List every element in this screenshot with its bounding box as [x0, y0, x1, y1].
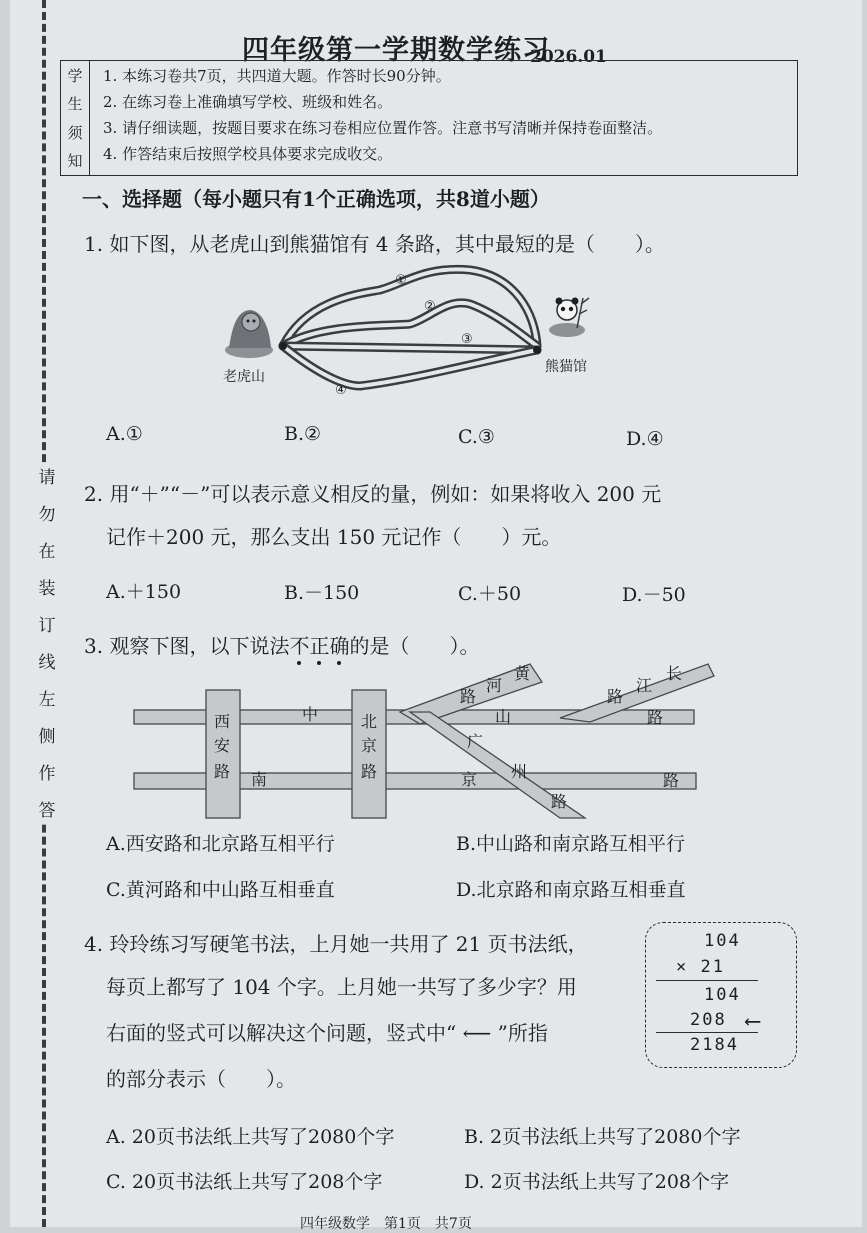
notice-line: 4. 作答结束后按照学校具体要求完成收交。	[103, 145, 393, 163]
side-note-char: 勿	[38, 505, 56, 525]
route-mark: ②	[424, 299, 436, 314]
map-label: 路	[460, 687, 477, 706]
map-label: 京	[461, 770, 478, 789]
q4-stem-line: 的部分表示（ ）。	[106, 1067, 296, 1091]
option-a[interactable]: A.①	[106, 423, 143, 445]
map-label: 山	[495, 707, 512, 726]
notice-line: 1. 本练习卷共7页，共四道大题。作答时长90分钟。	[103, 67, 451, 85]
q3-emphasis-char: 确	[329, 630, 349, 659]
map-label: 南	[251, 770, 268, 789]
map-label: 州	[511, 762, 528, 781]
side-note-char: 左	[38, 690, 56, 710]
map-label: 路	[214, 762, 231, 781]
map-label: 路	[647, 708, 664, 727]
map-label: 路	[551, 792, 568, 811]
side-note-char: 在	[38, 542, 56, 562]
student-notice-box	[60, 60, 798, 176]
option-d[interactable]: D. 2页书法纸上共写了208个字	[464, 1171, 729, 1193]
map-label: 黄	[514, 664, 531, 683]
option-d[interactable]: D.北京路和南京路互相垂直	[456, 879, 686, 901]
notice-label	[61, 61, 90, 175]
calc-line	[656, 980, 758, 981]
map-label: 京	[361, 736, 378, 755]
option-c[interactable]: C. 20页书法纸上共写了208个字	[106, 1171, 383, 1193]
map-label: 路	[361, 762, 378, 781]
binding-warning	[36, 466, 58, 823]
final-product: 2184	[690, 1035, 739, 1055]
map-label: 长	[666, 664, 683, 683]
map-label: 路	[663, 771, 680, 790]
section-title: 一、选择题（每小题只有1个正确选项，共8道小题）	[82, 187, 550, 211]
end-label: 熊猫馆	[545, 359, 587, 375]
map-label: 路	[607, 687, 624, 706]
route-mark: ①	[395, 273, 407, 288]
panda-icon	[549, 298, 589, 338]
partial-product-1: 104	[704, 985, 741, 1005]
q3-street-map	[130, 660, 715, 820]
side-note-char: 作	[38, 764, 56, 784]
side-note-char: 订	[38, 616, 56, 636]
notice-label-char: 学	[67, 66, 83, 85]
start-point	[279, 342, 287, 350]
notice-line: 3. 请仔细读题，按题目要求在练习卷相应位置作答。注意书写清晰并保持卷面整洁。	[103, 119, 663, 137]
q4-stem-line: 右面的竖式可以解决这个问题，竖式中“ ⟵ ”所指	[106, 1021, 548, 1045]
map-label: 江	[636, 676, 653, 695]
map-label: 河	[486, 676, 503, 695]
q2-stem-line1: 2. 用“＋”“－”可以表示意义相反的量，例如：如果将收入 200 元	[84, 482, 662, 506]
side-note-char: 线	[38, 653, 56, 673]
option-b[interactable]: B.②	[284, 423, 322, 445]
calc-line	[656, 1032, 758, 1033]
route-mark: ④	[335, 383, 347, 398]
option-c[interactable]: C.＋50	[458, 583, 522, 605]
q3-stem-before: 3. 观察下图，以下说法	[84, 634, 290, 658]
page-footer: 四年级数学 第1页 共7页	[300, 1216, 472, 1232]
notice-lines	[103, 63, 662, 167]
notice-label-char: 知	[67, 152, 83, 171]
side-note-char: 侧	[38, 727, 56, 747]
map-label: 北	[361, 712, 378, 731]
tiger-mountain-icon	[225, 310, 273, 358]
route-mark: ③	[461, 332, 473, 347]
arrow-icon: ⟵	[746, 1009, 760, 1034]
q3-emphasis-char: 正	[309, 630, 329, 659]
partial-product-2: 208	[690, 1010, 727, 1030]
option-c[interactable]: C.黄河路和中山路互相垂直	[106, 879, 335, 901]
option-c[interactable]: C.③	[458, 426, 495, 448]
exam-date: 2026.01	[530, 47, 607, 67]
map-label: 广	[467, 732, 484, 751]
option-d[interactable]: D.－50	[622, 584, 686, 606]
q2-stem-line2: 记作＋200 元，那么支出 150 元记作（ ）元。	[106, 525, 562, 549]
map-label: 安	[214, 736, 231, 755]
option-a[interactable]: A. 20页书法纸上共写了2080个字	[106, 1126, 395, 1148]
option-b[interactable]: B.－150	[284, 582, 360, 604]
q3-stem-after: 的是（ ）。	[349, 634, 480, 658]
option-a[interactable]: A.＋150	[106, 581, 182, 603]
vertical-multiplication	[645, 922, 797, 1068]
map-label: 西	[214, 712, 231, 731]
map-label: 中	[302, 705, 319, 724]
option-a[interactable]: A.西安路和北京路互相平行	[106, 833, 335, 855]
side-note-char: 请	[38, 468, 56, 488]
option-b[interactable]: B.中山路和南京路互相平行	[456, 833, 686, 855]
q1-stem: 1. 如下图，从老虎山到熊猫馆有 4 条路，其中最短的是（ ）。	[84, 232, 665, 256]
notice-label-char: 生	[67, 95, 83, 114]
notice-line: 2. 在练习卷上准确填写学校、班级和姓名。	[103, 93, 393, 111]
side-note-char: 装	[38, 579, 56, 599]
option-d[interactable]: D.④	[626, 428, 664, 450]
q4-stem-line: 每页上都写了 104 个字。上月她一共写了多少字？用	[106, 975, 577, 999]
q4-stem-line: 4. 玲玲练习写硬笔书法，上月她一共用了 21 页书法纸，	[84, 932, 588, 956]
q1-route-figure	[215, 258, 615, 408]
multiplicand: 104	[704, 931, 741, 951]
q3-emphasis-char: 不	[289, 630, 309, 659]
notice-label-char: 须	[67, 123, 83, 142]
multiplier: × 21	[676, 957, 725, 977]
side-note-char: 答	[38, 801, 56, 821]
option-b[interactable]: B. 2页书法纸上共写了2080个字	[464, 1126, 741, 1148]
start-label: 老虎山	[223, 369, 265, 385]
end-point	[533, 346, 541, 354]
page-title: 四年级第一学期数学练习	[242, 35, 550, 66]
q3-stem	[84, 630, 479, 659]
